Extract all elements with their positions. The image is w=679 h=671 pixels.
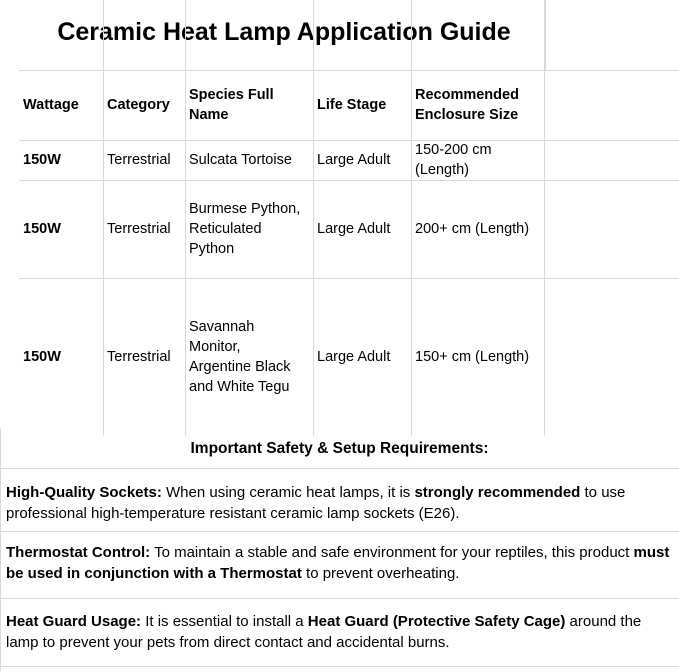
safety-item-heat-guard xyxy=(6,611,674,653)
cell-life-stage: Large Adult xyxy=(317,152,391,168)
cell-category: Terrestrial xyxy=(107,152,171,168)
safety-item-text: around the lamp to prevent your pets from direct contact and accidental burns. xyxy=(6,613,642,651)
header-wattage: Wattage xyxy=(23,97,79,113)
safety-item-label: High-Quality Sockets: xyxy=(6,484,162,501)
header-category: Category xyxy=(107,97,170,113)
safety-item-text: to prevent overheating. xyxy=(301,565,460,582)
cell-wattage: 150W xyxy=(23,152,61,168)
cell-wattage: 150W xyxy=(23,221,61,237)
safety-item-emphasis: strongly recommended xyxy=(414,484,581,501)
safety-item-text: to use professional high-temperature resistant ceramic lamp sockets (E26). xyxy=(6,484,626,522)
safety-border xyxy=(0,428,1,671)
cell-enclosure: 200+ cm (Length) xyxy=(415,221,530,237)
cell-enclosure: 150+ cm (Length) xyxy=(415,349,530,365)
header-species: Species Full Name xyxy=(189,87,274,123)
cell-life-stage: Large Adult xyxy=(317,221,391,237)
cell-enclosure: 150-200 cm (Length) xyxy=(415,142,492,178)
safety-item-sockets xyxy=(6,482,674,524)
cell-life-stage: Large Adult xyxy=(317,349,391,365)
cell-species: Burmese Python, Reticulated Python xyxy=(189,201,301,257)
safety-divider xyxy=(0,531,679,532)
safety-divider xyxy=(0,598,679,599)
safety-item-thermostat xyxy=(6,542,674,584)
safety-item-emphasis: Heat Guard (Protective Safety Cage) xyxy=(307,613,566,630)
cell-category: Terrestrial xyxy=(107,349,171,365)
safety-divider xyxy=(0,666,679,667)
safety-item-label: Thermostat Control: xyxy=(6,544,151,561)
safety-item-text: When using ceramic heat lamps, it is xyxy=(161,484,415,501)
safety-item-text: It is essential to install a xyxy=(141,613,308,630)
safety-item-label: Heat Guard Usage: xyxy=(6,613,142,630)
safety-title: Important Safety & Setup Requirements: xyxy=(190,440,489,457)
cell-wattage: 150W xyxy=(23,349,61,365)
page-title: Ceramic Heat Lamp Application Guide xyxy=(57,18,511,46)
safety-divider xyxy=(0,468,679,469)
header-enclosure: Recommended Enclosure Size xyxy=(415,87,519,123)
cell-species: Sulcata Tortoise xyxy=(189,152,292,168)
safety-item-text: To maintain a stable and safe environment for your reptiles, this product xyxy=(150,544,634,561)
safety-item-emphasis: must be used in conjunction with a Thermostat xyxy=(6,544,670,582)
header-life-stage: Life Stage xyxy=(317,97,387,113)
cell-category: Terrestrial xyxy=(107,221,171,237)
cell-species: Savannah Monitor, Argentine Black and White Tegu xyxy=(189,319,291,395)
title-divider xyxy=(545,0,546,70)
